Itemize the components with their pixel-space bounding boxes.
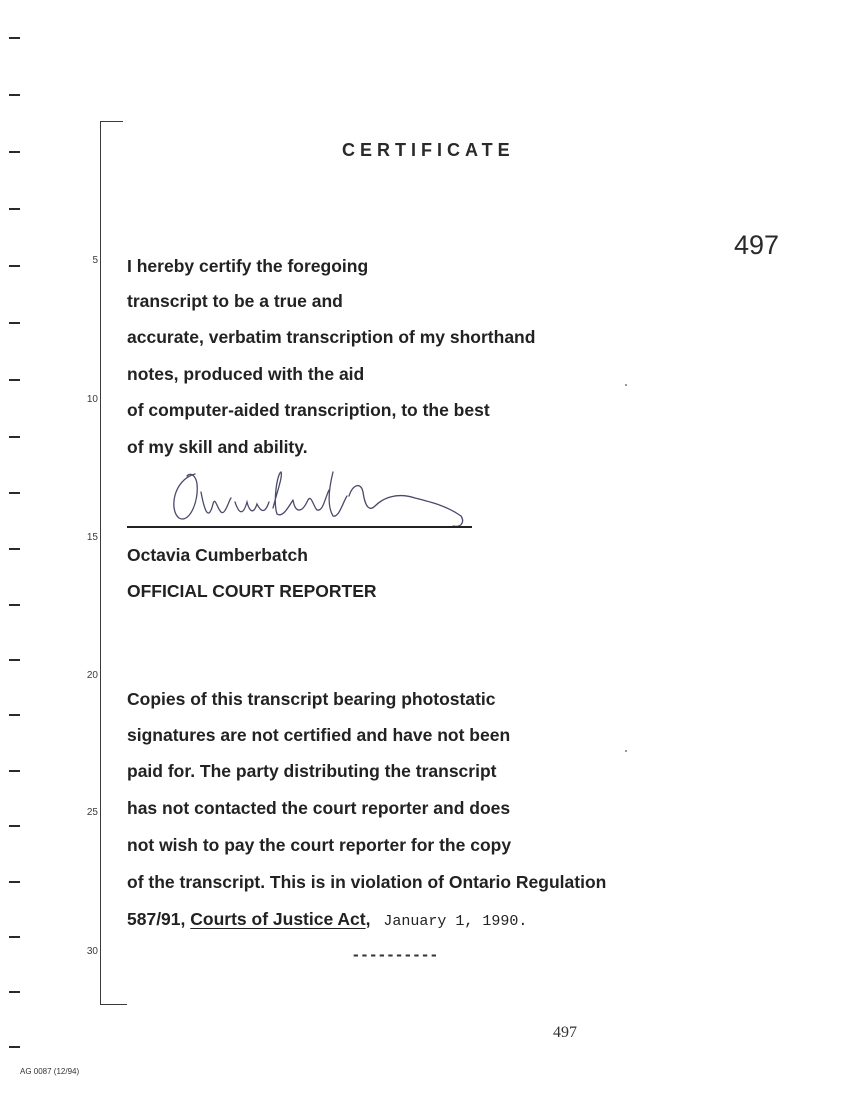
edge-tick — [9, 604, 20, 606]
edge-tick — [9, 1046, 20, 1048]
scan-speck — [625, 750, 627, 752]
certification-line: of computer-aided transcription, to the best — [127, 400, 490, 420]
certification-line: I hereby certify the foregoing — [127, 256, 369, 276]
line-number-10: 10 — [86, 394, 98, 405]
line-number-20: 20 — [86, 670, 98, 681]
notice-line: Copies of this transcript bearing photostatic — [127, 689, 496, 709]
edge-tick — [9, 825, 20, 827]
edge-tick — [9, 322, 20, 324]
margin-bracket — [100, 121, 125, 1005]
regulation-date: January 1, 1990. — [383, 913, 528, 930]
notice-line: paid for. The party distributing the transcript — [127, 761, 497, 781]
edge-tick — [9, 881, 20, 883]
edge-tick — [9, 991, 20, 993]
act-comma: , — [365, 909, 371, 929]
edge-tick — [9, 936, 20, 938]
edge-tick — [9, 714, 20, 716]
edge-tick — [9, 37, 20, 39]
line-number-30: 30 — [86, 946, 98, 957]
regulation-number: 587/91, — [127, 909, 186, 929]
notice-last-line — [127, 909, 527, 930]
edge-tick — [9, 659, 20, 661]
edge-tick — [9, 151, 20, 153]
certification-line: accurate, verbatim transcription of my shorthand — [127, 327, 536, 347]
reporter-title: OFFICIAL COURT REPORTER — [127, 581, 377, 601]
edge-tick — [9, 379, 20, 381]
scan-speck — [625, 384, 627, 386]
notice-line: signatures are not certified and have not been — [127, 725, 511, 745]
act-title: Courts of Justice Act — [190, 909, 366, 929]
edge-tick — [9, 94, 20, 96]
line-number-5: 5 — [92, 255, 98, 266]
edge-tick — [9, 548, 20, 550]
edge-tick — [9, 436, 20, 438]
form-code: AG 0087 (12/94) — [20, 1067, 80, 1076]
page-number-bottom: 497 — [553, 1024, 577, 1041]
edge-tick — [9, 492, 20, 494]
certificate-heading: CERTIFICATE — [342, 140, 515, 160]
certification-line: notes, produced with the aid — [127, 364, 365, 384]
signature-line — [127, 526, 472, 528]
handwritten-signature — [165, 462, 475, 542]
page-number-top: 497 — [734, 230, 780, 260]
line-number-15: 15 — [86, 532, 98, 543]
notice-line: of the transcript. This is in violation of Ontario Regulation — [127, 872, 607, 892]
certification-line: of my skill and ability. — [127, 437, 308, 457]
edge-tick — [9, 208, 20, 210]
edge-tick — [9, 265, 20, 267]
end-separator: ---------- — [353, 945, 440, 964]
reporter-name: Octavia Cumberbatch — [127, 545, 308, 565]
notice-line: not wish to pay the court reporter for the copy — [127, 835, 512, 855]
edge-tick — [9, 770, 20, 772]
notice-line: has not contacted the court reporter and does — [127, 798, 511, 818]
line-number-25: 25 — [86, 807, 98, 818]
certification-line: transcript to be a true and — [127, 291, 343, 311]
